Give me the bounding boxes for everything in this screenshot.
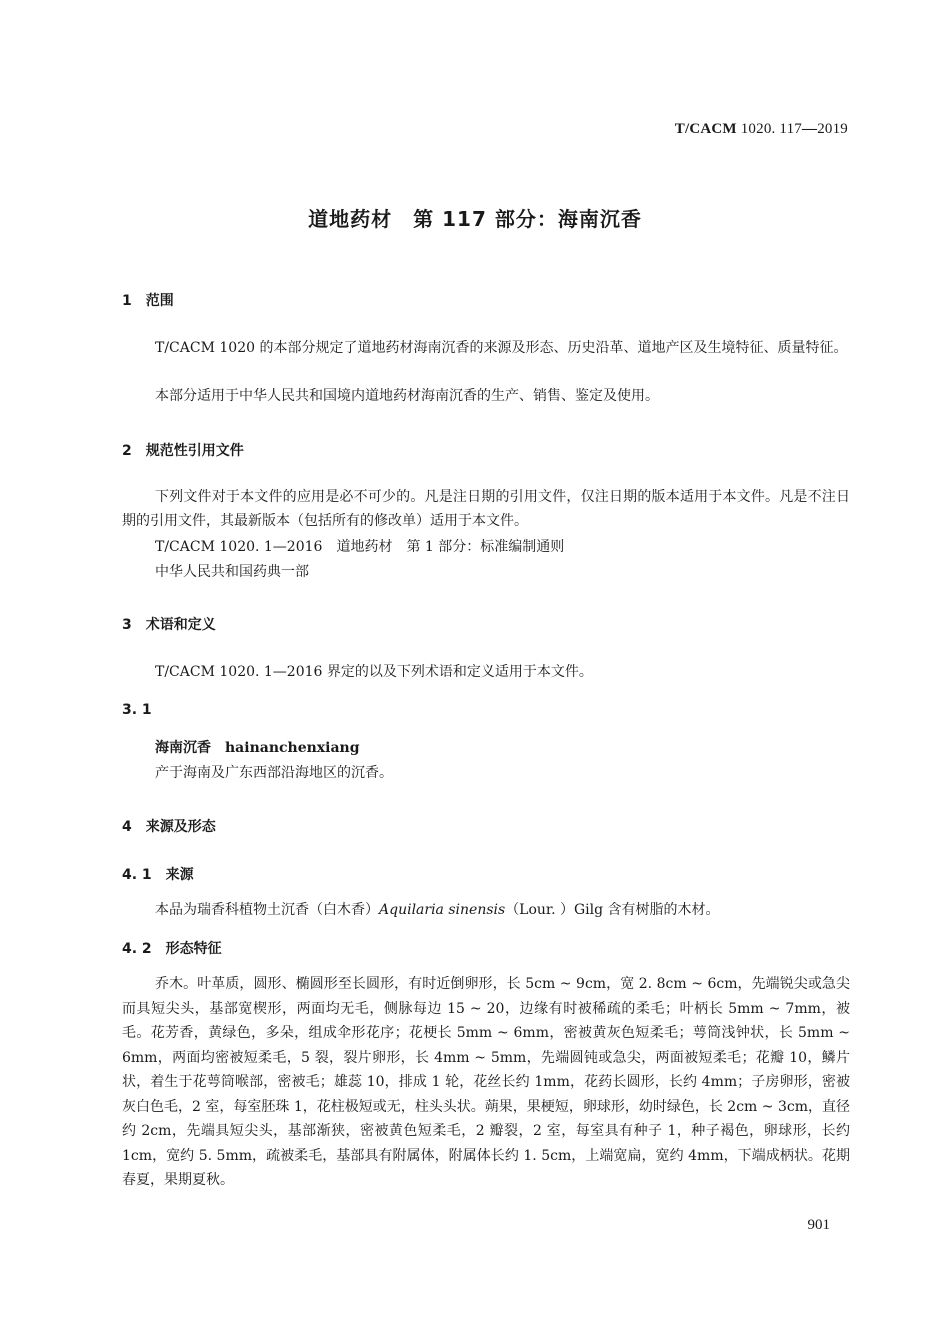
page-number: 901 [807,1217,830,1233]
standard-prefix: T/CACM [674,121,737,137]
section-4-2-paragraph: 乔木。叶革质，圆形、椭圆形至长圆形，有时近倒卵形，长 5cm ~ 9cm，宽 2. 8cm ~ 6cm，先端锐尖或急尖而具短尖头，基部宽楔形，两面均无毛，侧脉每边 15 ~ 20，边缘有时被稀疏的柔毛；叶柄长 5mm ~ 7mm，被毛。花芳香，黄绿色，多朵，组成伞形花序；花梗长 5mm ~ 6mm，密被黄灰色短柔毛；萼筒浅钟状，长 5mm ~ 6mm，两面均密被短柔毛，5 裂，裂片卵形，长 4mm ~ 5mm，先端圆钝或急尖，两面被短柔毛；花瓣 10，鳞片状，着生于花萼筒喉部，密被毛；雄蕊 10，排成 1 轮，花丝长约 1mm，花药长圆形，长约 4mm；子房卵形，密被灰白色毛，2 室，每室胚珠 1，花柱极短或无，柱头头状。蒴果，果梗短，卵球形，幼时绿色，长 2cm ~ 3cm，直径约 2cm，先端具短尖头，基部渐狭，密被黄色短柔毛，2 瓣裂，2 室，每室具有种子 1，种子褐色，卵球形，长约 1cm，宽约 5. 5mm，疏被柔毛，基部具有附属体，附属体长约 1. 5cm，上端宽扁，宽约 4mm，下端成柄状。花期春夏，果期夏秋。 [122,976,850,1188]
section-2-paragraph-1: 下列文件对于本文件的应用是必不可少的。凡是注日期的引用文件，仅注日期的版本适用于本文件。凡是不注日期的引用文件，其最新版本（包括所有的修改单）适用于本文件。 [122,489,850,529]
latin-name: Aquilaria sinensis [379,902,506,918]
section-3-paragraph-1: T/CACM 1020. 1—2016 界定的以及下列术语和定义适用于本文件。 [155,664,593,680]
section-4-heading: 4 来源及形态 [122,819,216,835]
reference-item-1: T/CACM 1020. 1—2016 道地药材 第 1 部分：标准编制通则 [155,539,565,555]
term-definition: 产于海南及广东西部沿海地区的沉香。 [155,765,393,781]
document-title: 道地药材 第 117 部分：海南沉香 [308,207,642,231]
standard-number [675,121,848,138]
standard-year: 2019 [817,121,848,137]
source-text-b: （Lour. ）Gilg 含有树脂的木材。 [505,902,720,918]
term-entry: 海南沉香 hainanchenxiang [155,740,360,756]
section-1-paragraph-1: T/CACM 1020 的本部分规定了道地药材海南沉香的来源及形态、历史沿革、道地产区及生境特征、质量特征。 [155,340,848,356]
section-2-heading: 2 规范性引用文件 [122,443,244,459]
standard-dash: — [801,121,818,137]
source-text-a: 本品为瑞香科植物土沉香（白木香） [155,902,379,918]
section-1-paragraph-2: 本部分适用于中华人民共和国境内道地药材海南沉香的生产、销售、鉴定及使用。 [155,388,659,404]
section-1-heading: 1 范围 [122,293,174,309]
section-4-2-heading: 4. 2 形态特征 [122,941,222,957]
section-3-heading: 3 术语和定义 [122,617,216,633]
standard-part: 1020. 117 [736,121,802,137]
reference-item-2: 中华人民共和国药典一部 [155,564,309,580]
section-3-1-heading: 3. 1 [122,702,152,718]
section-4-1-paragraph [155,898,720,922]
section-4-1-heading: 4. 1 来源 [122,867,194,883]
